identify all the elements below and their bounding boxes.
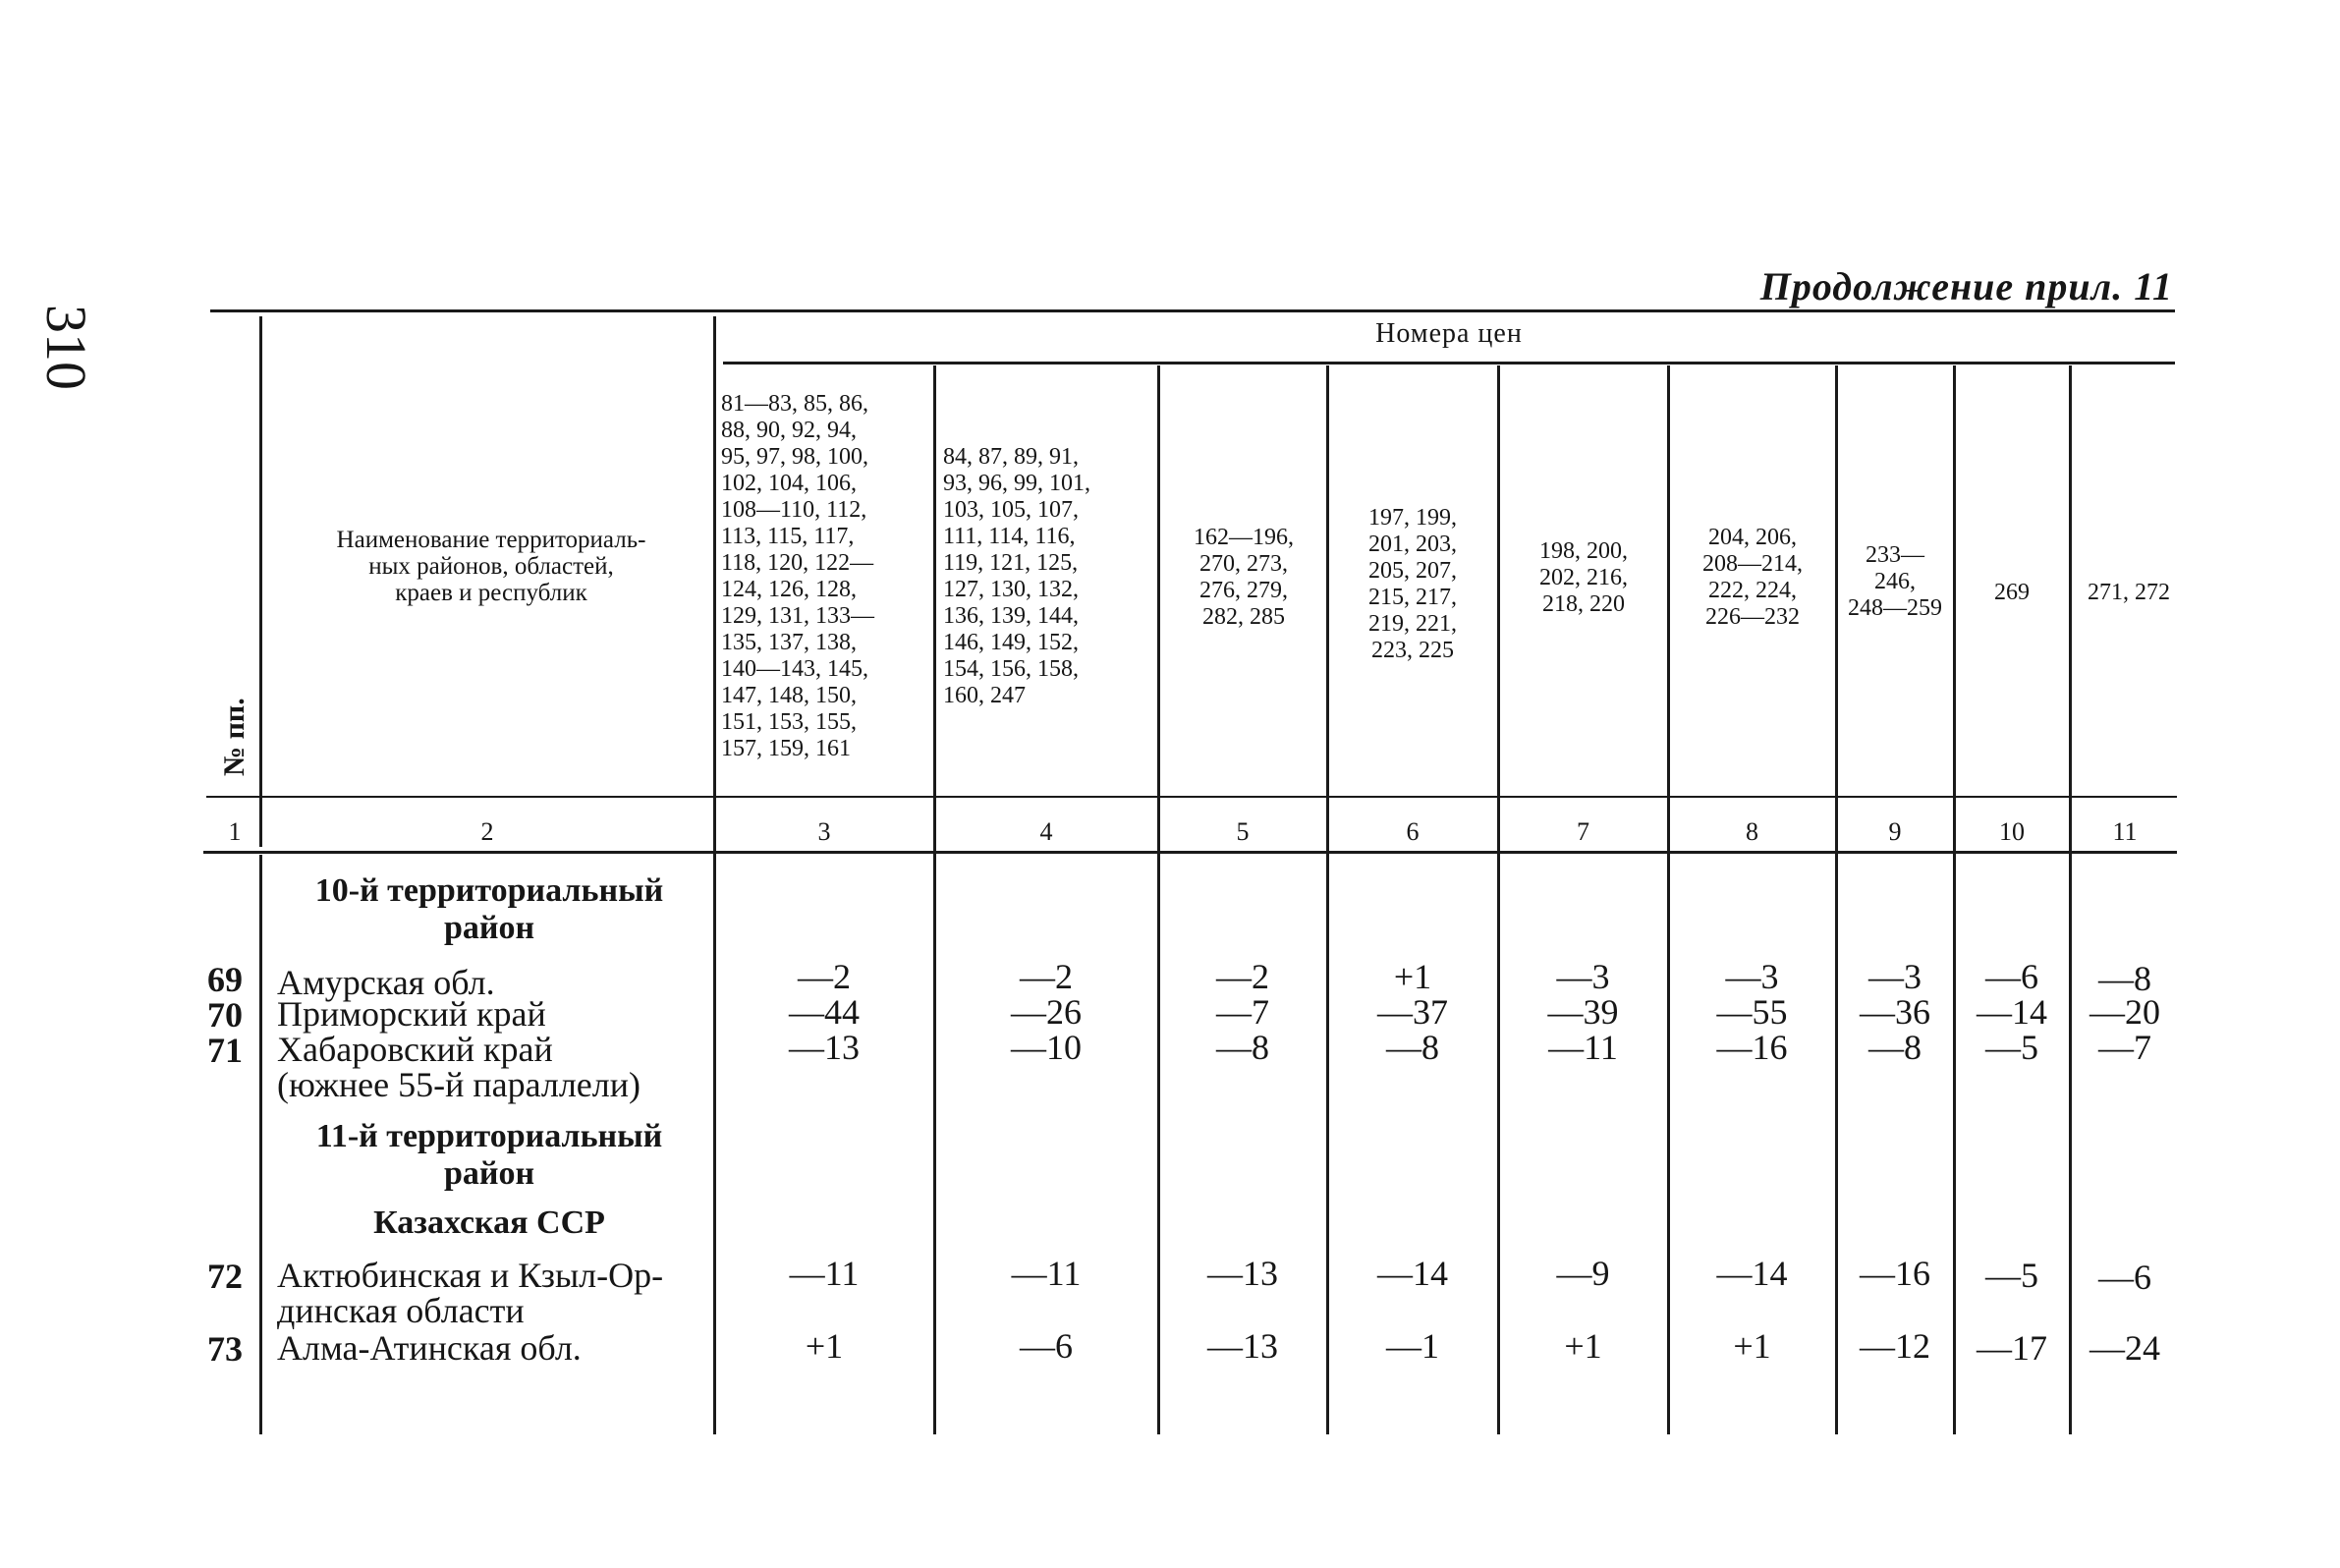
name-column-header: Наименование территориаль- ных районов, областей, краев и республик [336, 527, 646, 606]
row-number: 72 [207, 1257, 243, 1296]
value-cell: —8 [2098, 959, 2151, 998]
value-cell: —10 [1011, 1028, 1082, 1067]
value-cell: —2 [798, 957, 851, 996]
value-cell: —14 [1377, 1254, 1448, 1293]
price-group-5: 162—196, 270, 273, 276, 279, 282, 285 [1194, 525, 1294, 630]
row-number-header: № пп. [218, 698, 251, 776]
value-cell: —5 [1985, 1256, 2038, 1295]
price-group-7: 198, 200, 202, 216, 218, 220 [1539, 538, 1628, 617]
table-row [0, 992, 2340, 1035]
value-cell: —8 [1386, 1028, 1439, 1067]
column-number: 10 [1999, 817, 2025, 846]
column-number: 9 [1888, 817, 1902, 846]
column-number: 4 [1039, 817, 1053, 846]
price-group-11: 271, 272 [2088, 580, 2170, 605]
value-cell: —3 [1725, 957, 1779, 996]
value-cell: —9 [1556, 1254, 1610, 1293]
price-group-6: 197, 199, 201, 203, 205, 207, 215, 217, 219, 221, 223, 225 [1368, 505, 1457, 663]
price-group-4: 84, 87, 89, 91, 93, 96, 99, 101, 103, 105, 107, 111, 114, 116, 119, 121, 125, 127, 130, 132, 136, 139, 144, 146, 149, 152, 154, 156, 158, 160, 247 [943, 444, 1090, 708]
value-cell: —16 [1860, 1254, 1930, 1293]
value-cell: —11 [1011, 1254, 1082, 1293]
value-cell: —16 [1716, 1028, 1788, 1067]
value-cell: +1 [1393, 957, 1432, 996]
table-row [0, 1254, 2340, 1330]
value-cell: —11 [789, 1254, 860, 1293]
value-cell: —3 [1868, 957, 1922, 996]
table-row [0, 957, 2340, 1002]
value-cell: —2 [1020, 957, 1073, 996]
col-divider-1 [259, 316, 262, 847]
value-cell: —36 [1860, 992, 1930, 1032]
table-row [0, 1326, 2340, 1369]
column-number: 1 [228, 817, 242, 846]
value-cell: —24 [2089, 1328, 2160, 1368]
value-cell: —37 [1377, 992, 1448, 1032]
value-cell: —55 [1716, 992, 1788, 1032]
column-number-rule-bottom [203, 851, 2177, 854]
column-number: 6 [1406, 817, 1420, 846]
row-name: Приморский край [277, 994, 546, 1034]
value-cell: —13 [1207, 1326, 1278, 1366]
value-cell: —12 [1860, 1326, 1930, 1366]
value-cell: —5 [1985, 1028, 2038, 1067]
section-title-10: 10-й территориальный район [314, 872, 664, 946]
price-group-10: 269 [1994, 580, 2030, 605]
row-name: Актюбинская и Кзыл-Ор- динская области [277, 1256, 664, 1330]
value-cell: —14 [1716, 1254, 1788, 1293]
row-number: 69 [207, 960, 243, 999]
section-title-kazakh: Казахская ССР [373, 1204, 605, 1241]
value-cell: —20 [2089, 992, 2160, 1032]
value-cell: +1 [1564, 1326, 1602, 1366]
value-cell: +1 [1733, 1326, 1771, 1366]
value-cell: —7 [2098, 1028, 2151, 1067]
value-cell: —13 [1207, 1254, 1278, 1293]
value-cell: —6 [1020, 1326, 1073, 1366]
row-number: 73 [207, 1329, 243, 1369]
value-cell: —3 [1556, 957, 1610, 996]
table-top-rule [210, 309, 2175, 312]
column-number-rule-top [206, 796, 2177, 798]
value-cell: —6 [1985, 957, 2038, 996]
value-cell: —39 [1547, 992, 1619, 1032]
continuation-title: Продолжение прил. 11 [1759, 264, 2173, 308]
row-number: 70 [207, 995, 243, 1035]
value-cell: +1 [805, 1326, 844, 1366]
price-group-3: 81—83, 85, 86, 88, 90, 92, 94, 95, 97, 98, 100, 102, 104, 106, 108—110, 112, 113, 115, 117, 118, 120, 122— 124, 126, 128, 129, 131, 133— 135, 137, 138, 140—143, 145, 147, 148, 150, 151, 153, 155, 157, 159, 161 [721, 391, 874, 761]
value-cell: —11 [1548, 1028, 1618, 1067]
column-number: 5 [1236, 817, 1250, 846]
value-cell: —2 [1216, 957, 1269, 996]
row-number: 71 [207, 1031, 243, 1070]
column-number: 2 [480, 817, 494, 846]
column-number: 11 [2112, 817, 2138, 846]
value-cell: —14 [1977, 992, 2047, 1032]
value-cell: —8 [1868, 1028, 1922, 1067]
value-cell: —7 [1216, 992, 1269, 1032]
row-name: Хабаровский край (южнее 55-й параллели) [277, 1030, 641, 1104]
column-number: 7 [1577, 817, 1589, 846]
row-name: Алма-Атинская обл. [277, 1328, 582, 1368]
table-row [0, 1028, 2340, 1104]
column-number: 3 [817, 817, 831, 846]
row-name: Амурская обл. [277, 963, 495, 1002]
value-cell: —13 [789, 1028, 860, 1067]
prices-header-rule [723, 362, 2175, 364]
price-group-8: 204, 206, 208—214, 222, 224, 226—232 [1702, 525, 1803, 630]
prices-header: Номера цен [1375, 318, 1523, 349]
value-cell: —17 [1977, 1328, 2047, 1368]
value-cell: —44 [789, 992, 860, 1032]
value-cell: —8 [1216, 1028, 1269, 1067]
value-cell: —26 [1011, 992, 1082, 1032]
value-cell: —1 [1386, 1326, 1439, 1366]
page-number: 310 [34, 305, 98, 390]
price-group-9: 233— 246, 248—259 [1848, 542, 1942, 621]
value-cell: —6 [2098, 1258, 2151, 1297]
column-number: 8 [1746, 817, 1758, 846]
section-title-11: 11-й территориальный район [315, 1118, 663, 1192]
